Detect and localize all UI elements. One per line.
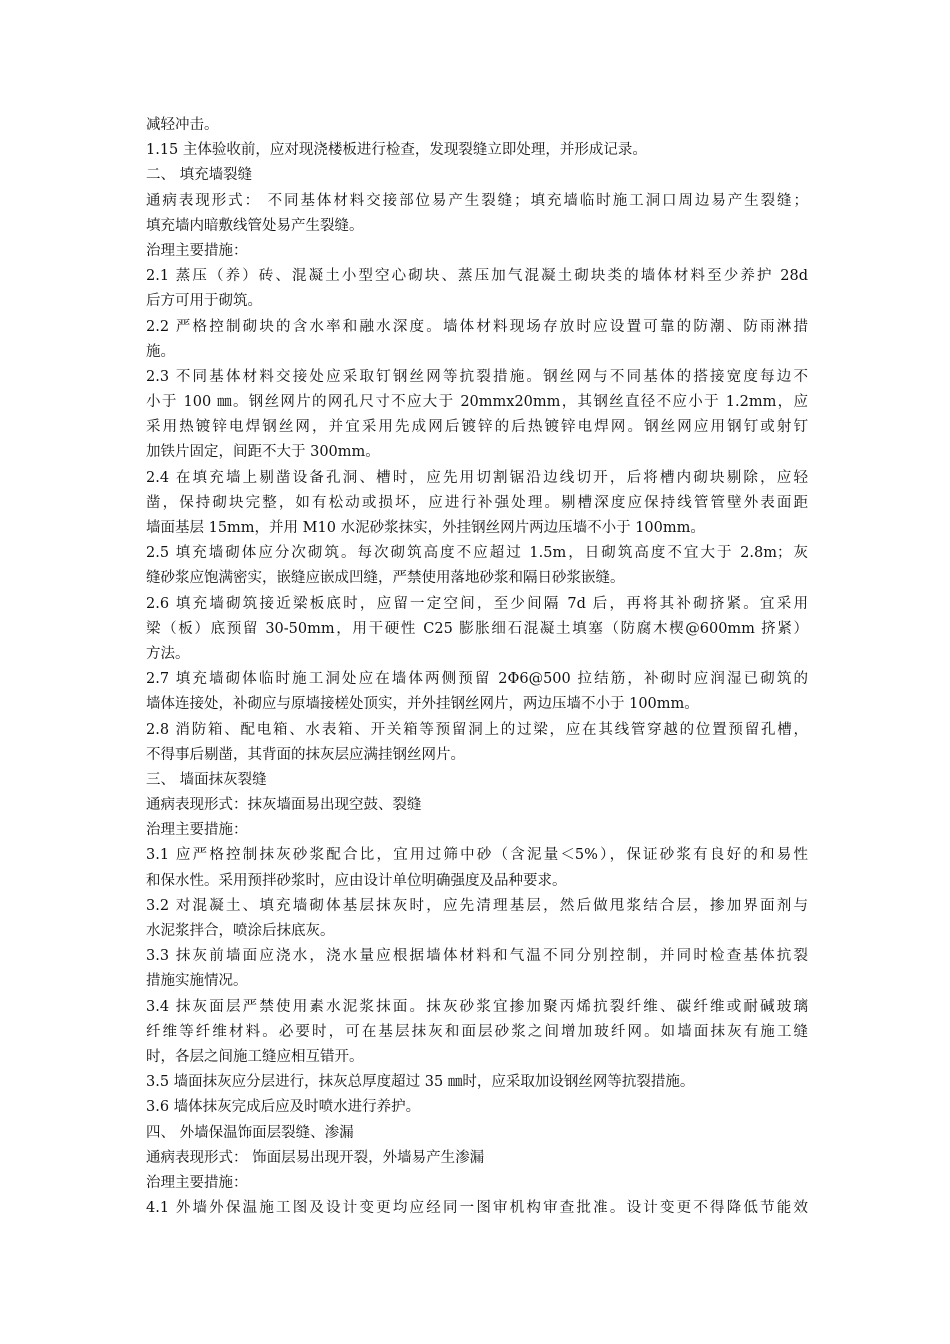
- text-line: 治理主要措施：: [146, 1174, 248, 1191]
- text-line: 水泥浆拌合，喷涂后抹底灰。: [146, 923, 335, 939]
- text-line: 3.4 抹灰面层严禁使用素水泥浆抹面。抹灰砂浆宜掺加聚丙烯抗裂纤维、碳纤维或耐碱玻璃: [146, 998, 808, 1015]
- text-line: 时，各层之间施工缝应相互错开。: [146, 1048, 364, 1065]
- text-line: 墙面基层 15mm，并用 M10 水泥砂浆抹实，外挂钢丝网片两边压墙不小于 100mm。: [146, 520, 705, 536]
- text-line: 不得事后剔凿，其背面的抹灰层应满挂钢丝网片。: [146, 746, 465, 763]
- text-line: 2.5 填充墙砌体应分次砌筑。每次砌筑高度不应超过 1.5m，日砌筑高度不宜大于 2.8m；灰: [146, 545, 808, 562]
- text-line: 小于 100 ㎜。钢丝网片的网孔尺寸不应大于 20mmx20mm，其钢丝直径不应小于 1.2mm，应: [146, 394, 808, 411]
- text-line: 2.4 在填充墙上剔凿设备孔洞、槽时，应先用切割锯沿边线切开，后将槽内砌块剔除，应轻: [146, 469, 808, 486]
- text-line: 2.8 消防箱、配电箱、水表箱、开关箱等预留洞上的过梁，应在其线管穿越的位置预留孔槽，: [146, 721, 808, 738]
- text-line: 减轻冲击。: [146, 117, 219, 133]
- text-line: 三、 墙面抹灰裂缝: [146, 771, 267, 788]
- text-line: 采用热镀锌电焊钢丝网，并宜采用先成网后镀锌的后热镀锌电焊网。钢丝网应用钢钉或射钉: [146, 419, 808, 436]
- text-line: 治理主要措施：: [146, 822, 248, 839]
- text-line: 和保水性。采用预拌砂浆时，应由设计单位明确强度及品种要求。: [146, 872, 567, 889]
- text-line: 3.6 墙体抹灰完成后应及时喷水进行养护。: [146, 1099, 421, 1116]
- text-line: 治理主要措施：: [146, 242, 248, 259]
- text-line: 纤维等纤维材料。必要时，可在基层抹灰和面层砂浆之间增加玻纤网。如墙面抹灰有施工缝: [146, 1023, 808, 1040]
- text-line: 3.5 墙面抹灰应分层进行，抹灰总厚度超过 35 ㎜时，应采取加设钢丝网等抗裂措施。: [146, 1074, 695, 1091]
- text-line: 1.15 主体验收前，应对现浇楼板进行检查，发现裂缝立即处理，并形成记录。: [146, 142, 647, 159]
- text-line: 施。: [146, 343, 175, 360]
- text-line: 墙体连接处，补砌应与原墙接槎处顶实，并外挂钢丝网片，两边压墙不小于 100mm。: [146, 696, 699, 713]
- text-line: 通病表现形式： 不同基体材料交接部位易产生裂缝；填充墙临时施工洞口周边易产生裂缝；: [146, 192, 808, 209]
- text-line: 凿，保持砌块完整，如有松动或损坏，应进行补强处理。剔槽深度应保持线管管壁外表面距: [146, 494, 808, 511]
- text-line: 缝砂浆应饱满密实，嵌缝应嵌成凹缝，严禁使用落地砂浆和隔日砂浆嵌缝。: [146, 570, 625, 587]
- text-line: 后方可用于砌筑。: [146, 293, 262, 310]
- text-line: 加铁片固定，间距不大于 300mm。: [146, 444, 380, 461]
- text-line: 梁（板）底预留 30-50mm，用干硬性 C25 膨胀细石混凝土填塞（防腐木楔@600mm 挤紧）: [146, 620, 808, 637]
- text-line: 3.2 对混凝土、填充墙砌体基层抹灰时，应先清理基层，然后做甩浆结合层，掺加界面剂与: [146, 897, 808, 914]
- text-line: 二、 填充墙裂缝: [146, 167, 253, 184]
- text-line: 措施实施情况。: [146, 973, 248, 990]
- text-line: 2.2 严格控制砌块的含水率和融水深度。墙体材料现场存放时应设置可靠的防潮、防雨淋措: [146, 318, 808, 335]
- text-line: 填充墙内暗敷线管处易产生裂缝。: [146, 217, 364, 234]
- text-line: 2.7 填充墙砌体临时施工洞处应在墙体两侧预留 2Φ6@500 拉结筋，补砌时应润湿已砌筑的: [146, 671, 808, 688]
- text-line: 方法。: [146, 645, 190, 662]
- text-line: 2.1 蒸压（养）砖、混凝土小型空心砌块、蒸压加气混凝土砌块类的墙体材料至少养护 28d: [146, 268, 808, 285]
- text-line: 2.6 填充墙砌筑接近梁板底时，应留一定空间，至少间隔 7d 后，再将其补砌挤紧。宜采用: [146, 595, 808, 612]
- text-line: 3.3 抹灰前墙面应浇水，浇水量应根据墙体材料和气温不同分别控制，并同时检查基体抗裂: [146, 948, 808, 965]
- document-body: [146, 113, 808, 1221]
- text-line: 通病表现形式：抹灰墙面易出现空鼓、裂缝: [146, 797, 422, 814]
- text-line: 四、 外墙保温饰面层裂缝、渗漏: [146, 1124, 354, 1141]
- text-line: 4.1 外墙外保温施工图及设计变更均应经同一图审机构审查批准。设计变更不得降低节能效: [146, 1200, 808, 1217]
- text-line: 2.3 不同基体材料交接处应采取钉钢丝网等抗裂措施。钢丝网与不同基体的搭接宽度每边不: [146, 368, 808, 385]
- text-line: 通病表现形式： 饰面层易出现开裂，外墙易产生渗漏: [146, 1149, 485, 1166]
- text-line: 3.1 应严格控制抹灰砂浆配合比，宜用过筛中砂（含泥量＜5%），保证砂浆有良好的和易性: [146, 847, 808, 864]
